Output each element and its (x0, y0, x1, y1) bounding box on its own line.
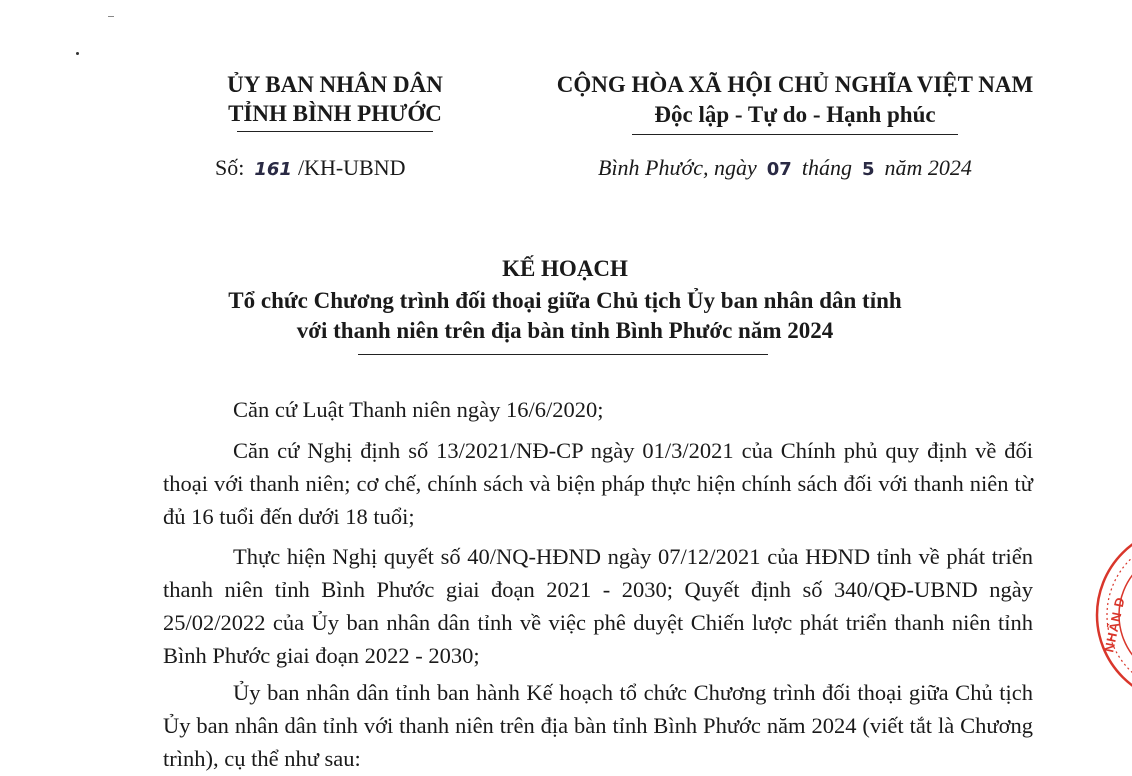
date-year: năm 2024 (884, 155, 972, 180)
paragraph-legal-basis-2: Căn cứ Nghị định số 13/2021/NĐ-CP ngày 01/3/2021 của Chính phủ quy định về đối thoại với thanh niên; cơ chế, chính sách và biện pháp thực hiện chính sách đối với thanh niên từ đủ 16 tuổi đến dưới 18 tuổi; (163, 438, 1033, 529)
seal-text: NHÂN D (1101, 595, 1128, 654)
doc-number-suffix: /KH-UBND (297, 155, 406, 180)
document-number (215, 155, 406, 181)
date-day: 07 (766, 159, 792, 180)
document-title: KẾ HOẠCH (502, 256, 628, 281)
official-seal (1085, 535, 1132, 695)
paragraph-issuance: Ủy ban nhân dân tỉnh ban hành Kế hoạch tổ chức Chương trình đối thoại giữa Chủ tịch Ủy ban nhân dân tỉnh với thanh niên trên địa bàn tỉnh Bình Phước năm 2024 (viết tắt là Chương trình), cụ thể như sau: (163, 680, 1033, 771)
date-place: Bình Phước, ngày (598, 155, 757, 180)
date-line (598, 155, 972, 181)
title-underline (358, 354, 768, 355)
date-month: 5 (861, 159, 875, 180)
nation-title: CỘNG HÒA XÃ HỘI CHỦ NGHĨA VIỆT NAM (556, 72, 1034, 97)
motto: Độc lập - Tự do - Hạnh phúc (654, 102, 936, 127)
paragraph-legal-basis-3: Thực hiện Nghị quyết số 40/NQ-HĐND ngày 07/12/2021 của HĐND tỉnh về phát triển thanh niên tỉnh Bình Phước giai đoạn 2021 - 2030; Quyết định số 340/QĐ-UBND ngày 25/02/2022 của Ủy ban nhân dân tỉnh về việc phê duyệt Chiến lược phát triển thanh niên tỉnh Bình Phước giai đoạn 2022 - 2030; (163, 544, 1033, 668)
issuer-underline (237, 131, 433, 132)
doc-number-prefix: Số: (215, 155, 245, 180)
doc-number-handwritten: 161 (254, 159, 292, 180)
issuer-line-1: ỦY BAN NHÂN DÂN (227, 72, 443, 97)
date-month-label: tháng (801, 155, 852, 180)
document-subtitle-line-1: Tổ chức Chương trình đối thoại giữa Chủ tịch Ủy ban nhân dân tỉnh (228, 288, 902, 313)
issuer-line-2: TỈNH BÌNH PHƯỚC (228, 101, 442, 126)
motto-underline (632, 134, 958, 135)
scan-speck (108, 16, 114, 17)
paragraph-legal-basis-1: Căn cứ Luật Thanh niên ngày 16/6/2020; (233, 397, 604, 422)
scan-speck (76, 52, 79, 55)
document-subtitle-line-2: với thanh niên trên địa bàn tỉnh Bình Phước năm 2024 (296, 318, 834, 343)
